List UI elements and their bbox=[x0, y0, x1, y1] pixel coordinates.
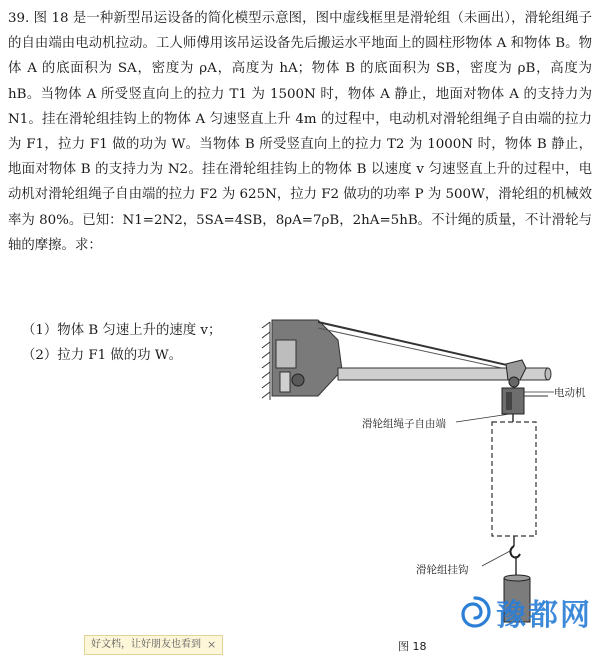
watermark-text: 豫都网 bbox=[496, 598, 592, 633]
problem-text bbox=[8, 6, 592, 258]
share-bar[interactable] bbox=[84, 635, 223, 655]
support-cable-inner bbox=[318, 328, 520, 372]
label-motor: 电动机 bbox=[554, 387, 586, 399]
hook-icon bbox=[510, 536, 520, 578]
problem-number: 39. bbox=[8, 11, 30, 26]
pulley-block-box bbox=[492, 422, 536, 536]
watermark bbox=[458, 590, 592, 634]
support-cable bbox=[318, 322, 520, 368]
label-rope-end: 滑轮组绳子自由端 bbox=[362, 418, 446, 430]
label-hook: 滑轮组挂钩 bbox=[416, 564, 469, 576]
question-2: （2）拉力 F1 做的功 W。 bbox=[22, 348, 182, 363]
question-1: （1）物体 B 匀速上升的速度 v； bbox=[22, 323, 222, 338]
figure-caption: 图 18 bbox=[398, 640, 427, 653]
trolley-icon bbox=[506, 360, 526, 387]
wall-icon bbox=[262, 322, 270, 400]
close-icon[interactable]: × bbox=[207, 638, 217, 651]
problem-body: 图 18 是一种新型吊运设备的简化模型示意图，图中虚线框里是滑轮组（未画出），滑轮组绳子的自由端由电动机拉动。工人师傅用该吊运设备先后搬运水平地面上的圆柱形物体 A 和物体 B。物体 A 的底面积为 SA，密度为 ρA，高度为 hA；物体 B 的底面积为 SB，密度为 ρB，高度为 hB。当物体 A 所受竖直向上的拉力 T1 为 1500N 时，物体 A 静止，地面对物体 A 的支持力为 N1。挂在滑轮组挂钩上的物体 A 匀速竖直上升 4m 的过程中，电动机对滑轮组绳子自由端的拉力为 F1，拉力 F1 做的功为 W。当物体 B 所受竖直向上的拉力 T2 为 1000N 时，物体 B 静止，地面对物体 B 的支持力为 N2。挂在滑轮组挂钩上的物体 B 以速度 v 匀速竖直上升的过程中，电动机对滑轮组绳子自由端的拉力 F2 为 625N，拉力 F2 做功的功率 P 为 500W，滑轮组的机械效率为 80%。已知：N1=2N2，5SA=4SB，8ρA=7ρB，2hA=5hB。不计绳的质量，不计滑轮与轴的摩擦。求： bbox=[8, 11, 592, 253]
question-list bbox=[22, 318, 221, 368]
swirl-logo-icon bbox=[458, 595, 492, 629]
share-text[interactable]: 好文档，让好朋友也看到 bbox=[91, 639, 201, 650]
